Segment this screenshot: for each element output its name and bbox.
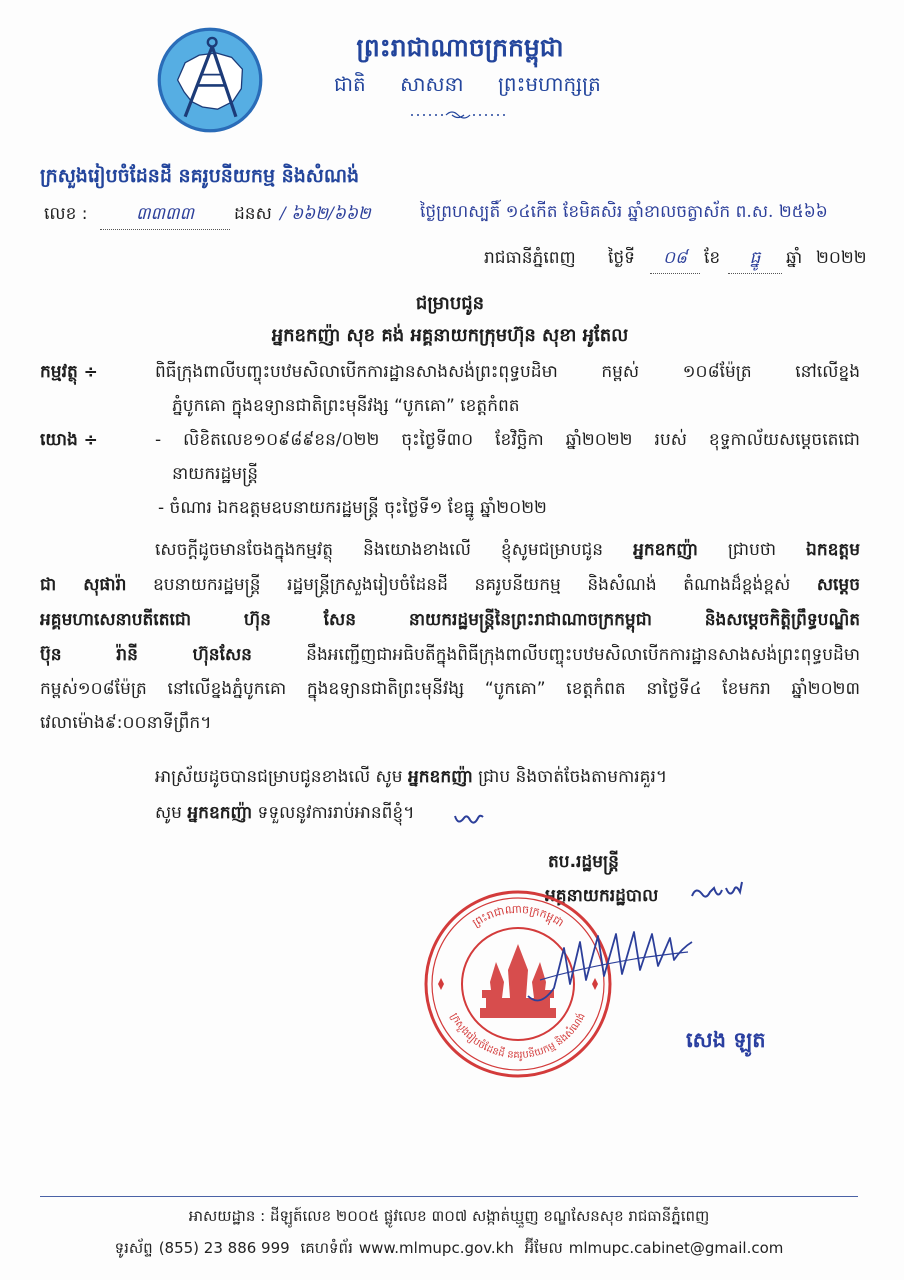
kingdom-title: ព្រះរាជាណាចក្រកម្ពុជា bbox=[356, 33, 564, 62]
body-line bbox=[40, 604, 860, 636]
subject-label: កម្មវត្ថុ ÷ bbox=[40, 362, 98, 382]
subject-line: ពិធីក្រុងពាលីបញ្ចុះបឋមសិលាបើកការដ្ឋានសាងសង់ព្រះពុទ្ធបដិមា កម្ពស់ ១០៨ម៉ែត្រ នៅលើខ្នង bbox=[155, 362, 860, 382]
references-label: យោង ÷ bbox=[40, 430, 98, 450]
footer-contacts bbox=[40, 1234, 858, 1262]
ornament-divider bbox=[408, 108, 508, 122]
signature-role: អគ្គនាយករដ្ឋបាល bbox=[545, 886, 659, 906]
body-text-bold: អ្នកឧកញ៉ា bbox=[633, 540, 698, 560]
reference-line: - ចំណារ ឯកឧត្ដមឧបនាយករដ្ឋមន្ត្រី ចុះថ្ងៃទី១ ខែធ្នូ ឆ្នាំ២០២២ bbox=[158, 498, 547, 518]
salutation-line bbox=[155, 797, 451, 829]
footer-address: អាសយដ្ឋាន : ដីឡូត៍លេខ ២០០៥ ផ្លូវលេខ ៣០៧ សង្កាត់ឃ្មួញ ខណ្ឌសែនសុខ រាជធានីភ្នំពេញ bbox=[188, 1207, 710, 1225]
website-label: គេហទំព័រ bbox=[300, 1239, 353, 1257]
body-line bbox=[40, 569, 860, 601]
date-year-label: ឆ្នាំ bbox=[786, 248, 803, 268]
reference-code: ដនស bbox=[234, 204, 272, 224]
motto-nation: ជាតិ bbox=[334, 72, 366, 96]
motto-king: ព្រះមហាក្សត្រ bbox=[497, 72, 601, 96]
ministry-emblem-icon bbox=[156, 26, 264, 134]
body-text-bold: អ្នកឧកញ៉ា bbox=[187, 803, 253, 823]
footer-divider bbox=[40, 1196, 858, 1197]
stamp-top-text: ព្រះរាជាណាចក្រកម្ពុជា bbox=[470, 902, 567, 930]
phone-number: (855) 23 886 999 bbox=[158, 1239, 290, 1257]
body-text: អាស្រ័យដូចបានជម្រាបជូនខាងលើ សូម bbox=[155, 767, 408, 787]
date-place: រាជធានីភ្នំពេញ bbox=[484, 248, 576, 268]
lunar-date: ថ្ងៃព្រហស្បតិ៍ ១៤កើត ខែមិគសិរ ឆ្នាំខាលចត្វាស័ក ព.ស. ២៥៦៦ bbox=[420, 202, 828, 222]
body-line bbox=[155, 534, 860, 566]
body-text: សេចក្ដីដូចមានចែងក្នុងកម្មវត្ថុ និងយោងខាងលើ ខ្ញុំសូមជម្រាបជូន bbox=[155, 540, 634, 560]
reference-line: - លិខិតលេខ១០៩៨៩ខន/០២២ ចុះថ្ងៃទី៣០ ខែវិច្ឆិកា ឆ្នាំ២០២២ របស់ ខុទ្ទកាល័យសម្ដេចតេជោ bbox=[155, 430, 860, 450]
body-text: ឧបនាយករដ្ឋមន្ត្រី រដ្ឋមន្ត្រីក្រសួងរៀបចំដែនដី នគរូបនីយកម្ម និងសំណង់ តំណាងដ៏ខ្ពង់ខ្ពស់ bbox=[126, 575, 817, 595]
national-motto bbox=[320, 68, 600, 100]
signature-on-behalf: តប.រដ្ឋមន្ត្រី bbox=[548, 852, 619, 872]
body-text-bold: ជា សុផារ៉ា bbox=[40, 575, 127, 595]
date-month: ធ្នូ bbox=[728, 242, 782, 274]
body-text-bold: អ្នកឧកញ៉ា bbox=[407, 767, 473, 787]
body-text: សូម bbox=[155, 803, 188, 823]
signatory-name: សេង ឡូត bbox=[686, 1028, 766, 1052]
paraph-mark-icon bbox=[452, 808, 486, 830]
stamp-bottom-text: ក្រសួងរៀបចំដែនដី នគរូបនីយកម្ម និងសំណង់ bbox=[448, 1011, 588, 1062]
initials-mark-icon bbox=[690, 878, 750, 910]
date-day-label: ថ្ងៃទី bbox=[608, 248, 635, 268]
reference-line: នាយករដ្ឋមន្ត្រី bbox=[172, 464, 258, 484]
date-month-label: ខែ bbox=[704, 248, 721, 268]
motto-religion: សាសនា bbox=[400, 72, 464, 96]
phone-label: ទូរស័ព្ទ bbox=[114, 1239, 153, 1257]
website-url: www.mlmupc.gov.kh bbox=[358, 1239, 514, 1257]
body-text: ជ្រាប និងចាត់ចែងតាមការគួរ។ bbox=[472, 767, 668, 787]
body-text: ទទួលនូវការរាប់អានពីខ្ញុំ។ bbox=[252, 803, 415, 823]
reference-label: លេខ : bbox=[44, 204, 88, 224]
body-text: កម្ពស់១០៨ម៉ែត្រ នៅលើខ្នងភ្នំបូកគោ ក្នុងឧទ្យានជាតិព្រះមុនីវង្ស “បូកគោ” ខេត្តកំពត នាថ្ងៃទី៤ ខែមករា ឆ្នាំ២០២៣ bbox=[40, 679, 860, 699]
body-text-bold: ឯកឧត្ដម bbox=[806, 540, 860, 560]
reference-suffix: / ៦៦២/៦៦២ bbox=[280, 204, 371, 224]
body-text-bold: ប៊ុន រ៉ានី ហ៊ុនសែន bbox=[40, 645, 252, 665]
body-text: នឹងអញ្ជើញជាអធិបតីក្នុងពិធីក្រុងពាលីបញ្ចុះបឋមសិលាបើកការដ្ឋានសាងសង់ព្រះពុទ្ធបដិមា bbox=[251, 645, 861, 665]
addressee-heading: ជម្រាបជូន bbox=[415, 293, 485, 314]
handwritten-signature bbox=[520, 918, 700, 1010]
email-label: អ៊ីមែល bbox=[524, 1239, 563, 1257]
date-year: ២០២២ bbox=[816, 248, 867, 268]
subject-line: ភ្នំបូកគោ ក្នុងឧទ្យានជាតិព្រះមុនីវង្ស “បូកគោ” ខេត្តកំពត bbox=[172, 396, 520, 416]
body-text-bold: អគ្គមហាសេនាបតីតេជោ ហ៊ុន សែន នាយករដ្ឋមន្ត្រីនៃព្រះរាជាណាចក្រកម្ពុជា និងសម្ដេចកិត្តិព្រឹទ្ធបណ្ឌិត bbox=[40, 610, 860, 630]
reference-number: ៣៣៣៣ bbox=[100, 198, 230, 230]
closing-line bbox=[155, 761, 860, 793]
body-text-bold: សម្ដេច bbox=[816, 575, 860, 595]
body-line bbox=[40, 673, 860, 705]
body-text: វេលាម៉ោង៩:០០នាទីព្រឹក។ bbox=[40, 713, 212, 733]
date-day: ០៨ bbox=[650, 242, 700, 274]
ministry-name: ក្រសួងរៀបចំដែនដី នគរូបនីយកម្ម និងសំណង់ bbox=[40, 165, 360, 187]
body-text: ជ្រាបថា bbox=[697, 540, 807, 560]
body-line bbox=[40, 707, 460, 739]
body-line bbox=[40, 639, 860, 671]
email-address: mlmupc.cabinet@gmail.com bbox=[568, 1239, 784, 1257]
addressee-name: អ្នកឧកញ៉ា សុខ គង់ អគ្គនាយកក្រុមហ៊ុន សុខា អូតែល bbox=[271, 325, 629, 346]
